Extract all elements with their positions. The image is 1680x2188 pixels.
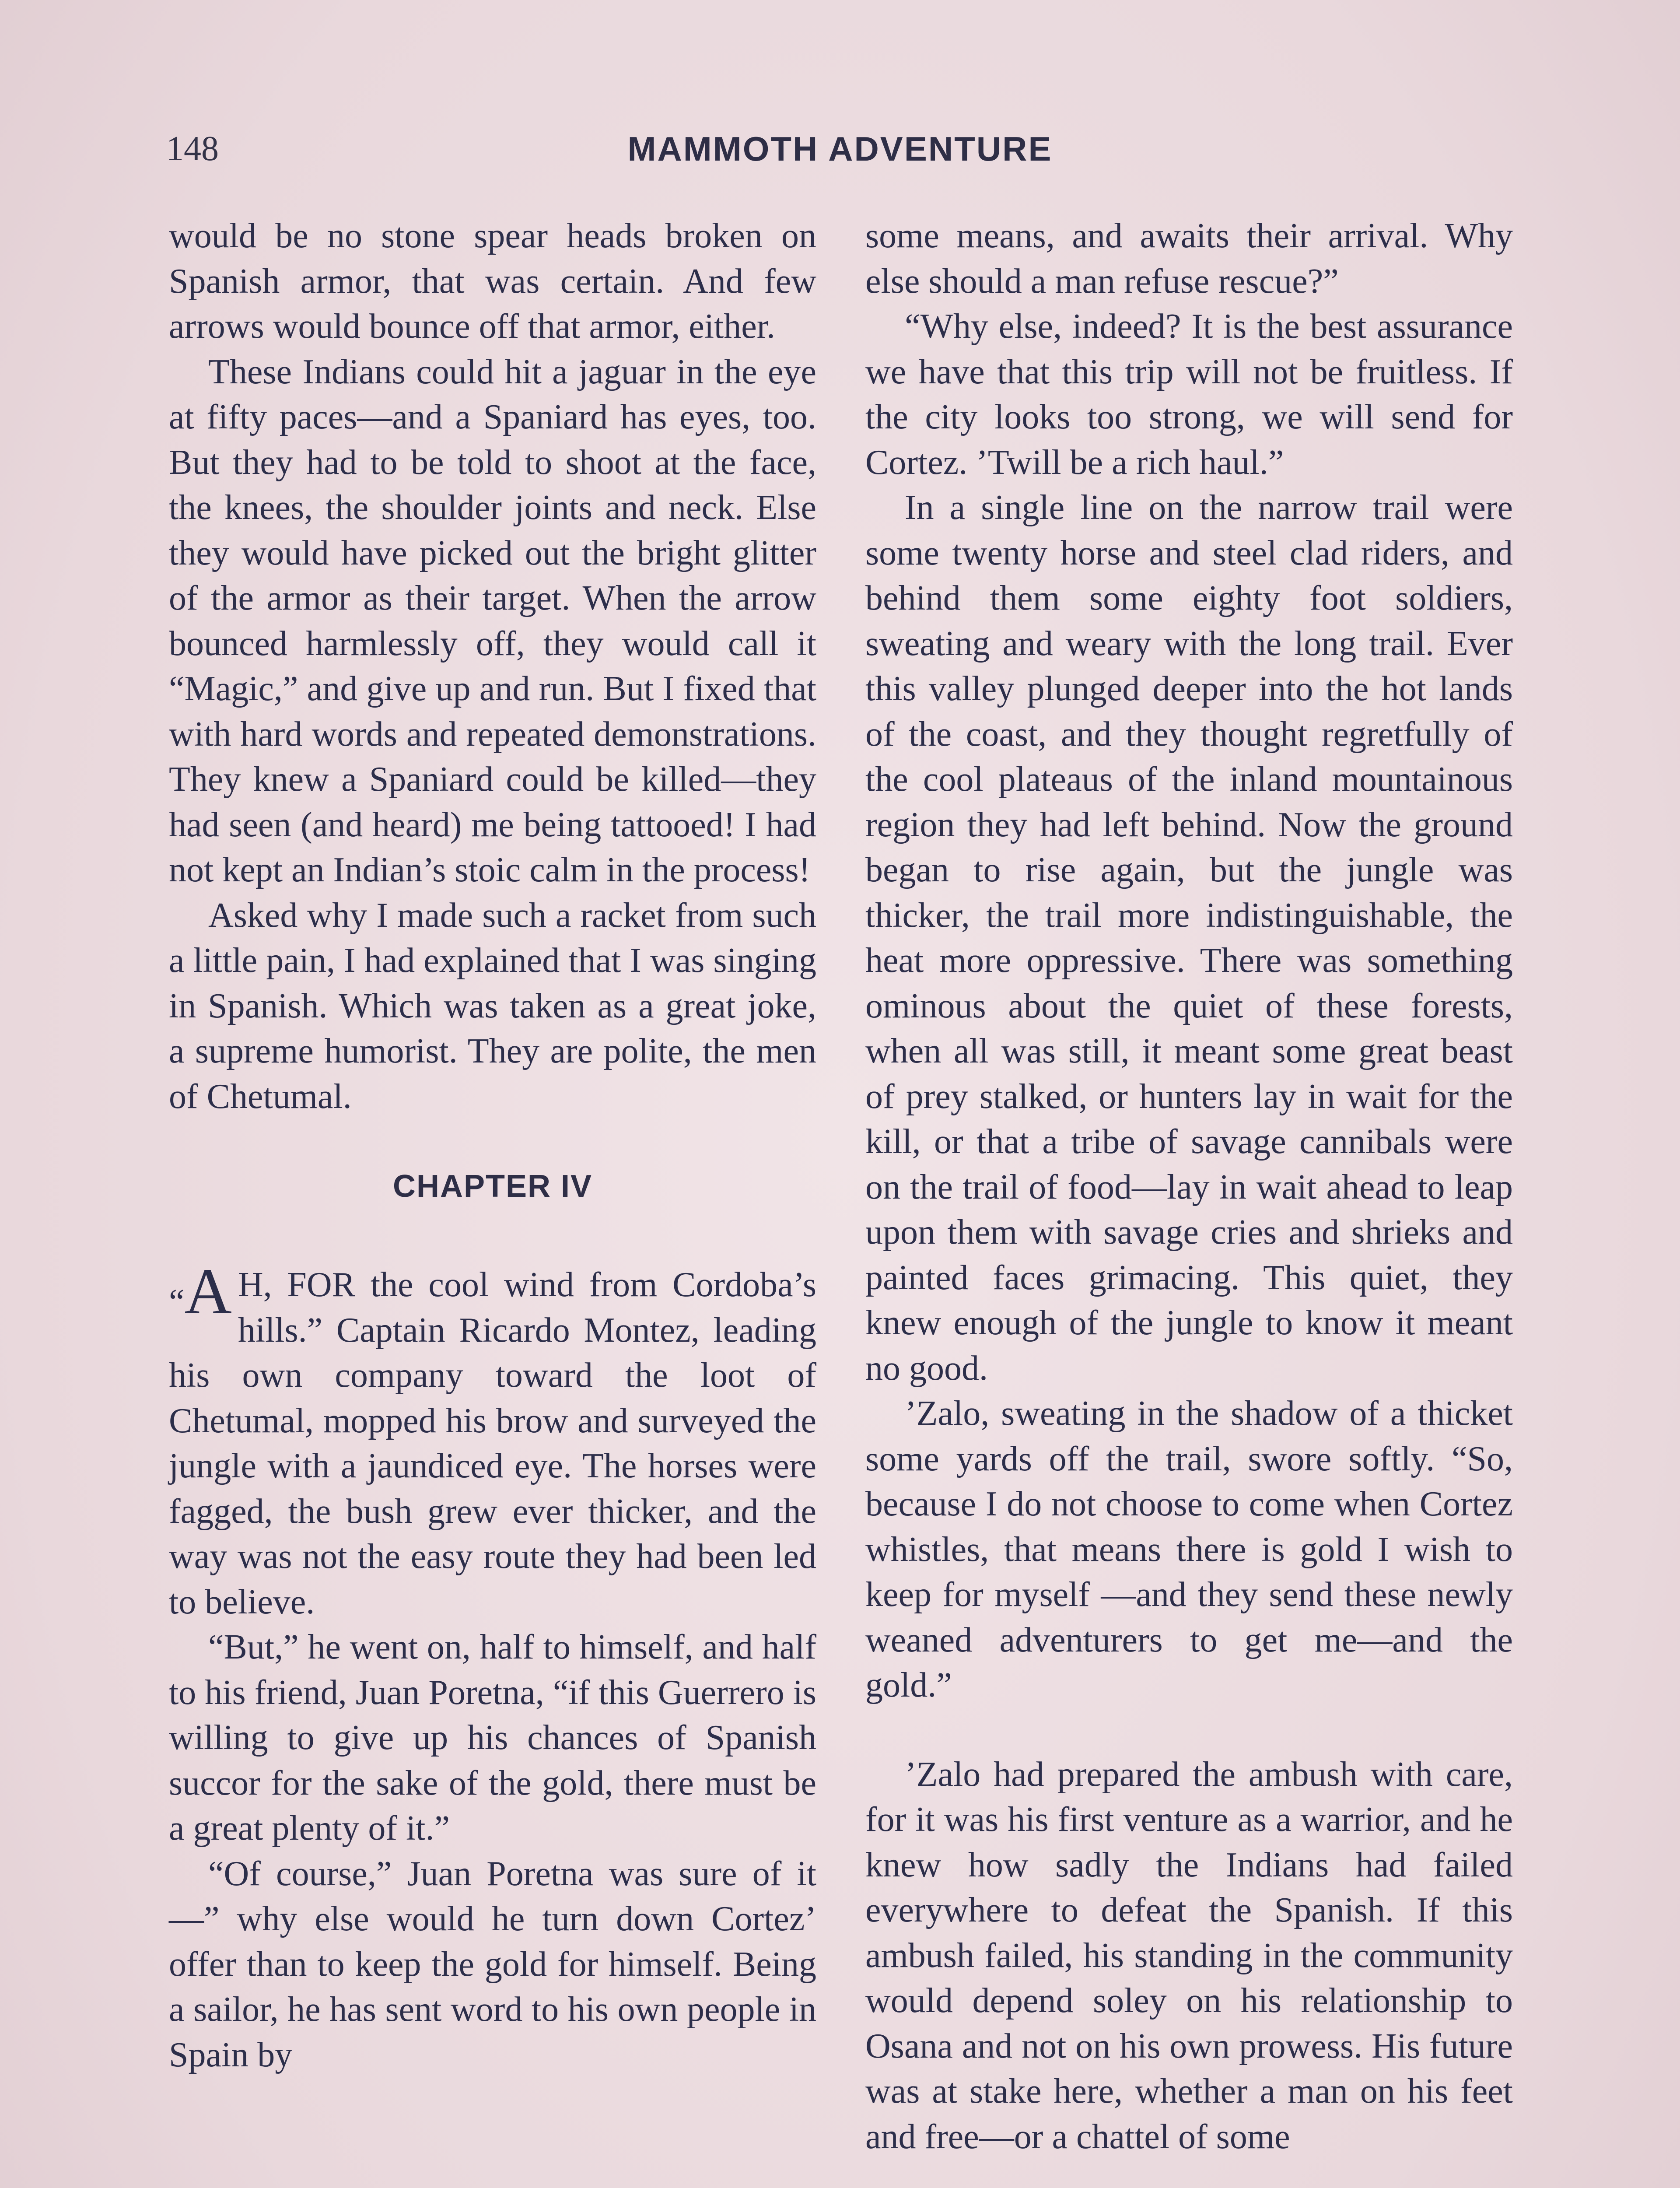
paragraph: Asked why I made such a racket from such a little pain, I had explained that I was singing in Spanish. Which was taken as a great joke, a supreme humorist. They are polite, the men of Chetumal. (169, 896, 816, 1116)
paragraph: would be no stone spear heads broken on Spanish armor, that was certain. And few arrows would bounce off that armor, either. (169, 217, 816, 346)
opening-quote-mark: “ (169, 1283, 185, 1321)
paragraph: These Indians could hit a jaguar in the eye at fifty paces—and a Spaniard has eyes, too. But they had to be told to shoot at the face, the knees, the shoulder joints and neck. Else they would have picked out the bright glitter of the armor as their target. When the arrow bounced harmlessly off, they would call it “Magic,” and give up and run. But I fixed that with hard words and repeated demonstrations. They knew a Spaniard could be killed—they had seen (and heard) me being tattooed! I had not kept an Indian’s stoic calm in the process! (169, 352, 816, 889)
paragraph: “But,” he went on, half to himself, and half to his friend, Juan Poretna, “if this Guerrero is willing to give up his chances of Spanish succor for the sake of the gold, there must be a great plenty of it.” (169, 1628, 816, 1848)
page-number: 148 (166, 130, 219, 168)
section-break (865, 1708, 1513, 1752)
paragraph: In a single line on the narrow trail were some twenty horse and steel clad riders, and behind them some eighty foot soldiers, sweating and weary with the long trail. Ever this valley plunged deeper into the hot lands of the coast, and they thought regretfully of the cool plateaus of the inland mountainous region they had left behind. Now the ground began to rise again, but the jungle was thicker, the trail more indistinguishable, the heat more oppressive. There was something ominous about the quiet of these forests, when all was still, it meant some great beast of prey stalked, or hunters lay in wait for the kill, or that a tribe of savage cannibals were on the trail of food—lay in wait ahead to leap upon them with savage cries and shrieks and painted faces grimacing. This quiet, they knew enough of the jungle to know it meant no good. (865, 488, 1513, 1388)
drop-cap (169, 1255, 232, 1332)
drop-cap-letter: A (184, 1255, 232, 1328)
paragraph: ’Zalo had prepared the ambush with care, for it was his first venture as a warrior, and he knew how sadly the Indians had failed everywhere to defeat the Spanish. If this ambush failed, his standing in the community would depend soley on his relationship to Osana and not on his own prowess. His future was at stake here, whether a man on his feet and free—or a chattel of some (865, 1755, 1513, 2156)
paragraph: “Why else, indeed? It is the best assurance we have that this trip will not be fruitless. If the city looks too strong, we will send for Cortez. ’Twill be a rich haul.” (865, 307, 1513, 482)
left-column (169, 214, 816, 2078)
paragraph: ’Zalo, sweating in the shadow of a thicket some yards off the trail, swore softly. “So, because I do not choose to come when Cortez whistles, that means there is gold I wish to keep for myself —and they send these newly weaned adventurers to get me—and the gold.” (865, 1394, 1513, 1704)
chapter-heading: CHAPTER IV (392, 1169, 593, 1204)
running-title: MAMMOTH ADVENTURE (627, 130, 1053, 168)
paragraph: “Of course,” Juan Poretna was sure of it—” why else would he turn down Cortez’ offer than to keep the gold for himself. Being a sailor, he has sent word to his own people in Spain by (169, 1854, 816, 2074)
paragraph-text: H, FOR the cool wind from Cordoba’s hills.” Captain Ricardo Montez, leading his own company toward the loot of Chetumal, mopped his brow and surveyed the jungle with a jaundiced eye. The horses were fagged, the bush grew ever thicker, and the way was not the easy route they had been led to believe. (169, 1266, 816, 1621)
paragraph: some means, and awaits their arrival. Why else should a man refuse rescue?” (865, 217, 1513, 301)
chapter-opening-paragraph (169, 1255, 816, 1625)
page-header (166, 129, 1514, 182)
right-column (865, 214, 1513, 2160)
